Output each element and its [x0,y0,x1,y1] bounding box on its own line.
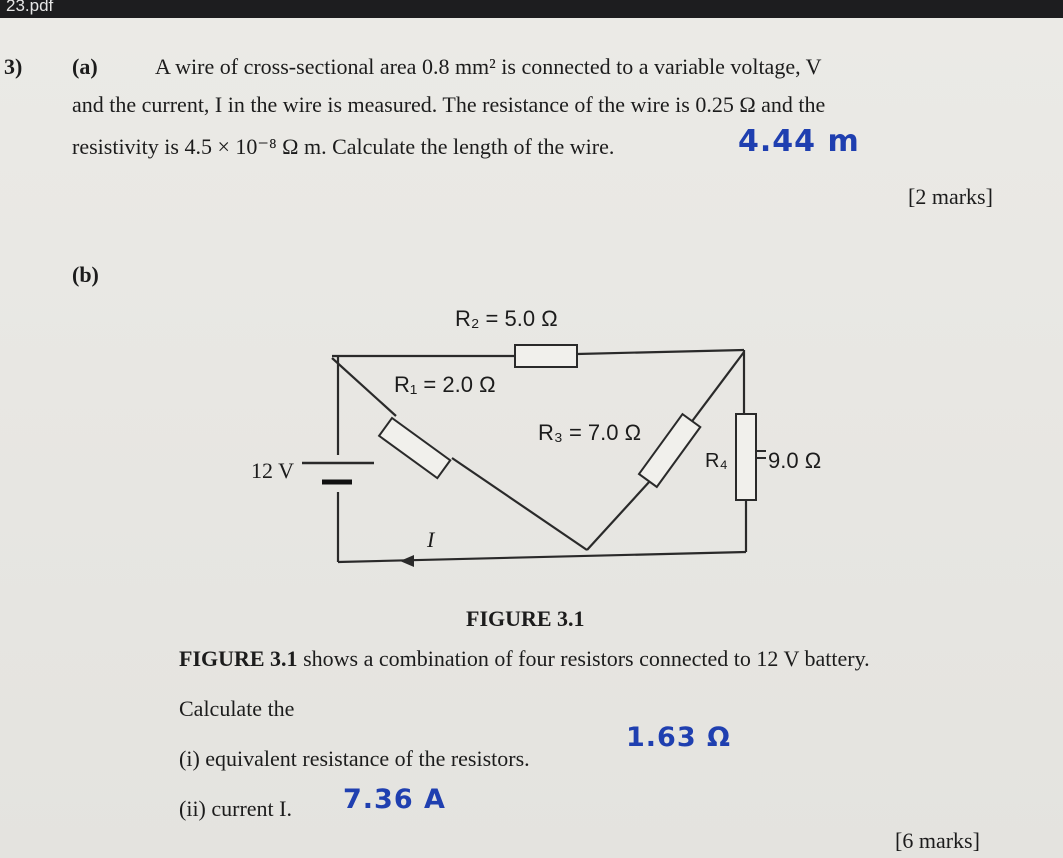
wire-r3-in [587,481,650,550]
handwritten-answer-a: 4.44 m [738,124,860,159]
part-a-label: (a) [72,54,98,79]
r3-label: R₃ = 7.0 Ω [538,420,642,445]
part-a-line-1: A wire of cross-sectional area 0.8 mm² is connected to a variable voltage, V [155,54,822,79]
r2-label: R₂ = 5.0 Ω [455,306,558,331]
handwritten-answer-i: 1.63 Ω [626,722,731,753]
wire-r1-out [452,458,587,550]
part-a-marks: [2 marks] [908,184,993,209]
item-ii: (ii) current I. [179,796,292,821]
wire-top-right [577,350,744,354]
figure-caption: FIGURE 3.1 [466,606,585,631]
resistor-r2 [515,345,577,367]
part-b-marks: [6 marks] [895,828,980,853]
part-a-line-3: resistivity is 4.5 × 10⁻⁸ Ω m. Calculate the length of the wire. [72,134,615,159]
current-arrow [400,555,414,567]
r4-value: 9.0 Ω [768,448,822,473]
figure-desc-text: shows a combination of four resistors connected to 12 V battery. [297,646,870,671]
figure-ref: FIGURE 3.1 [179,646,298,671]
current-label: I [427,527,435,552]
wire-bottom [338,552,746,562]
handwritten-answer-ii: 7.36 A [343,784,446,815]
part-a-line-2: and the current, I in the wire is measured. The resistance of the wire is 0.25 Ω and the [72,92,826,117]
r1-label: R₁ = 2.0 Ω [394,372,496,397]
figure-description [179,646,870,672]
calc-intro: Calculate the [179,696,295,721]
part-b-label: (b) [72,262,99,287]
r4-name: R₄ [705,450,728,472]
resistor-r4 [736,414,756,500]
item-i: (i) equivalent resistance of the resistors. [179,746,530,771]
battery-label: 12 V [251,458,294,483]
question-number: 3) [4,54,23,79]
wire-r1-in [332,358,396,416]
resistor-r3 [639,414,700,487]
file-name: 23.pdf [6,0,54,15]
resistor-r1 [379,418,450,478]
